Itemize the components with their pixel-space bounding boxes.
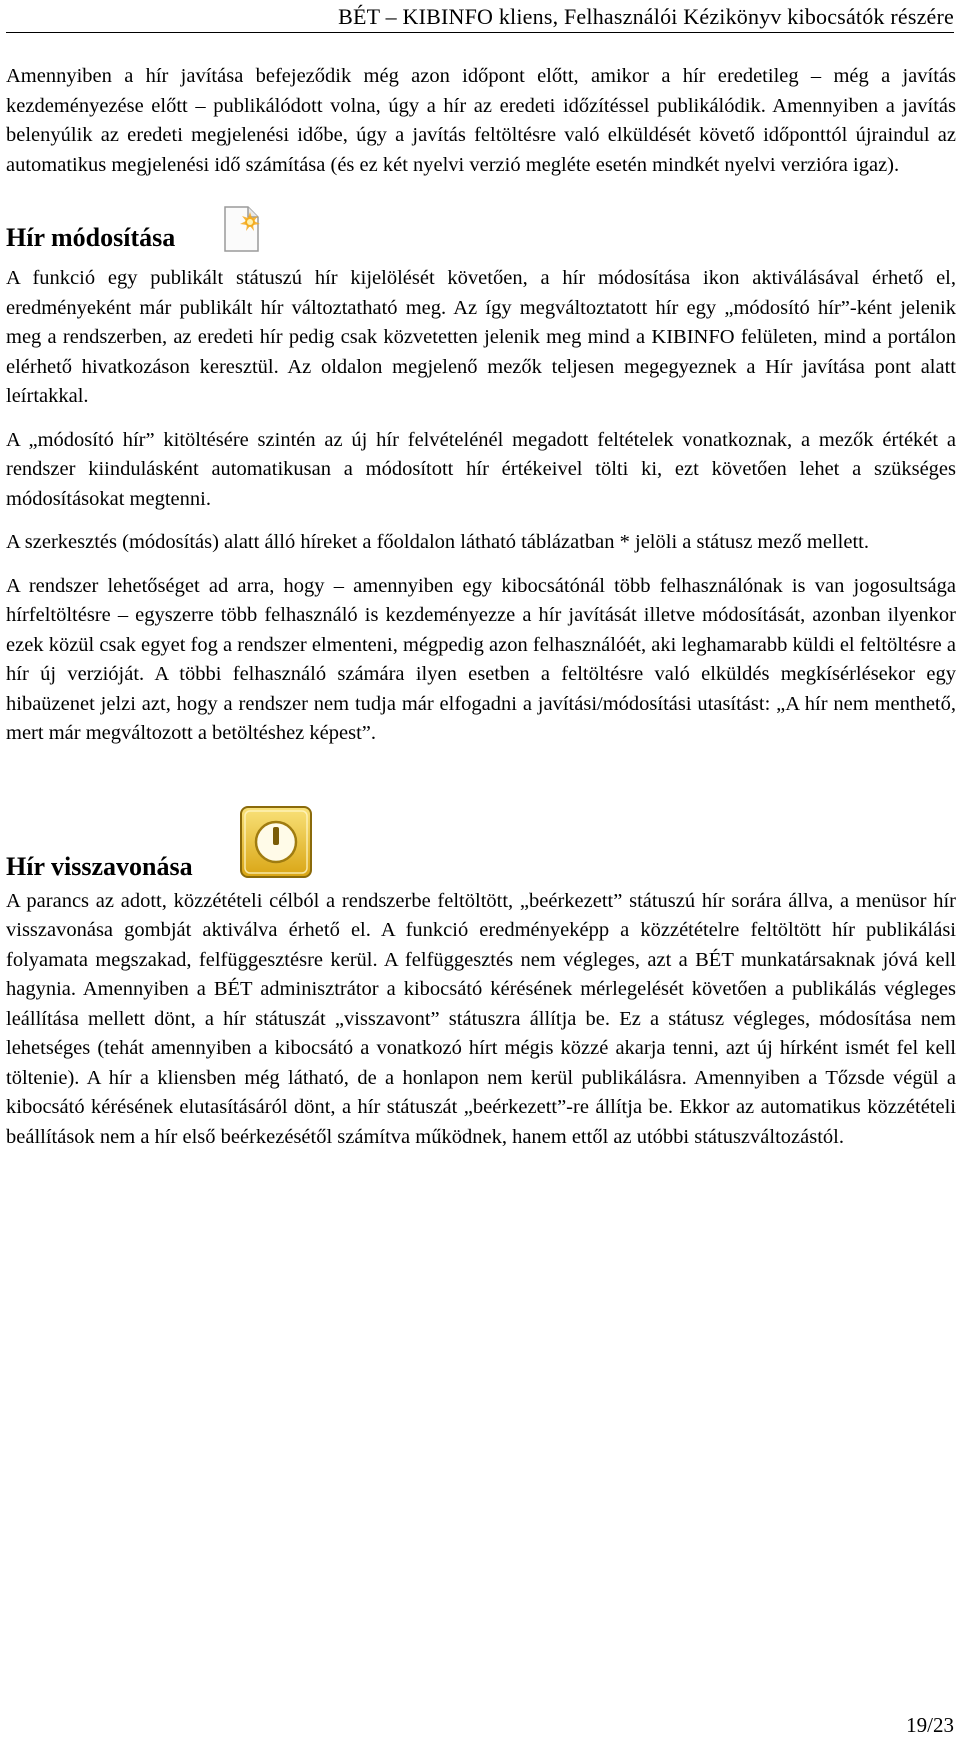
section-heading-modositas — [6, 204, 956, 254]
page-number: 19/23 — [906, 1713, 954, 1737]
header-divider — [6, 32, 954, 33]
header-title: BÉT – KIBINFO kliens, Felhasználói Kézikönyv kibocsátók részére — [338, 4, 954, 29]
modositas-paragraph-2: A „módosító hír” kitöltésére szintén az új hír felvételénél megadott feltételek vonatkoznak, a mezők értékét a rendszer kiindulásként automatikusan a módosított hír értékeivel tölti ki, ezt követően lehet a szükséges módosításokat megtenni. — [6, 428, 956, 510]
heading-hir-visszavonasa: Hír visszavonása — [6, 851, 193, 881]
visszavonas-paragraph: A parancs az adott, közzétételi célból a rendszerbe feltöltött, „beérkezett” státuszú hír sorára állva, a menüsor hír visszavonása gombját aktiválva érhető el. A funkció eredményeképp a közzétételre feltöltött hír publikálási folyamata megszakad, felfüggesztésre kerül. A felfüggesztés nem végleges, azt a BÉT munkatársaknak jóvá kell hagynia. Amennyiben a BÉT adminisztrátor a kibocsátó kérésének mérlegelését követően a publikálás végleges leállítása mellett dönt, a hír státuszát „visszavont” státuszra állítja be. Ez a státusz végleges, módosítása nem lehetséges (tehát amennyiben a kibocsátó a vonatkozó hírt mégis közzé akarja tenni, azt új hírként ismét fel kell töltenie). A hír a kliensben még látható, de a honlapon nem kerül publikálásra. Amennyiben a Tőzsde végül a kibocsátó kérésének elutasításáról dönt, a hír státuszát „beérkezett”-re állítja be. Ekkor az automatikus közzétételi beállítások nem a hír első beérkezésétől számítva működnek, hanem ettől az utóbbi státuszváltozástól. — [6, 889, 956, 1148]
modositas-paragraph-1: A funkció egy publikált státuszú hír kijelölését követően, a hír módosítása ikon aktiválásával érhető el, eredményeként már publikált hír változtatható meg. Az így megváltoztatott hír egy „módosító hír”-ként jelenik meg a rendszerben, az eredeti hír pedig csak közvetetten jelenik meg mind a KIBINFO felületen, mind a portálon elérhető hivatkozáson keresztül. Az oldalon megjelenő mezők teljesen megegyeznek a Hír javítása pont alatt leírtakkal. — [6, 267, 956, 407]
withdraw-power-icon — [239, 805, 313, 879]
intro-paragraph: Amennyiben a hír javítása befejeződik még azon időpont előtt, amikor a hír eredetileg – még a javítás kezdeményezése előtt – publikálódott volna, úgy a hír az eredeti időzítéssel publikálódik. Amennyiben a javítás belenyúlik az eredeti megjelenési időbe, úgy a javítás feltöltésre való elküldését követő időponttól újraindul az automatikus megjelenési idő számítása (és ez két nyelvi verzió megléte esetén mindkét nyelvi verzióra igaz). — [6, 65, 956, 176]
edit-document-icon — [222, 204, 262, 254]
modositas-paragraph-4: A rendszer lehetőséget ad arra, hogy – amennyiben egy kibocsátónál több felhasználónak is van jogosultsága hírfeltöltésre – egyszerre több felhasználó is kezdeményezze a hír javítását illetve módosítását, azonban ilyenkor ezek közül csak egyet fog a rendszer elmenteni, mégpedig azon felhasználóét, aki leghamarabb küldi el feltöltésre a hír új verzióját. A többi felhasználó számára ilyen esetben a feltöltésre való elküldés megkísérlésekor egy hibaüzenet jelzi azt, hogy a rendszer nem tudja már elfogadni a javítási/módosítási utasítást: „A hír nem menthető, mert már megváltozott a betöltéshez képest”. — [6, 574, 956, 744]
heading-hir-modositasa: Hír módosítása — [6, 223, 176, 252]
modositas-paragraph-3: A szerkesztés (módosítás) alatt álló híreket a főoldalon látható táblázatban * jelöli a státusz mező mellett. — [6, 531, 869, 553]
document-body — [6, 62, 956, 1166]
section-heading-visszavonas — [6, 805, 956, 883]
